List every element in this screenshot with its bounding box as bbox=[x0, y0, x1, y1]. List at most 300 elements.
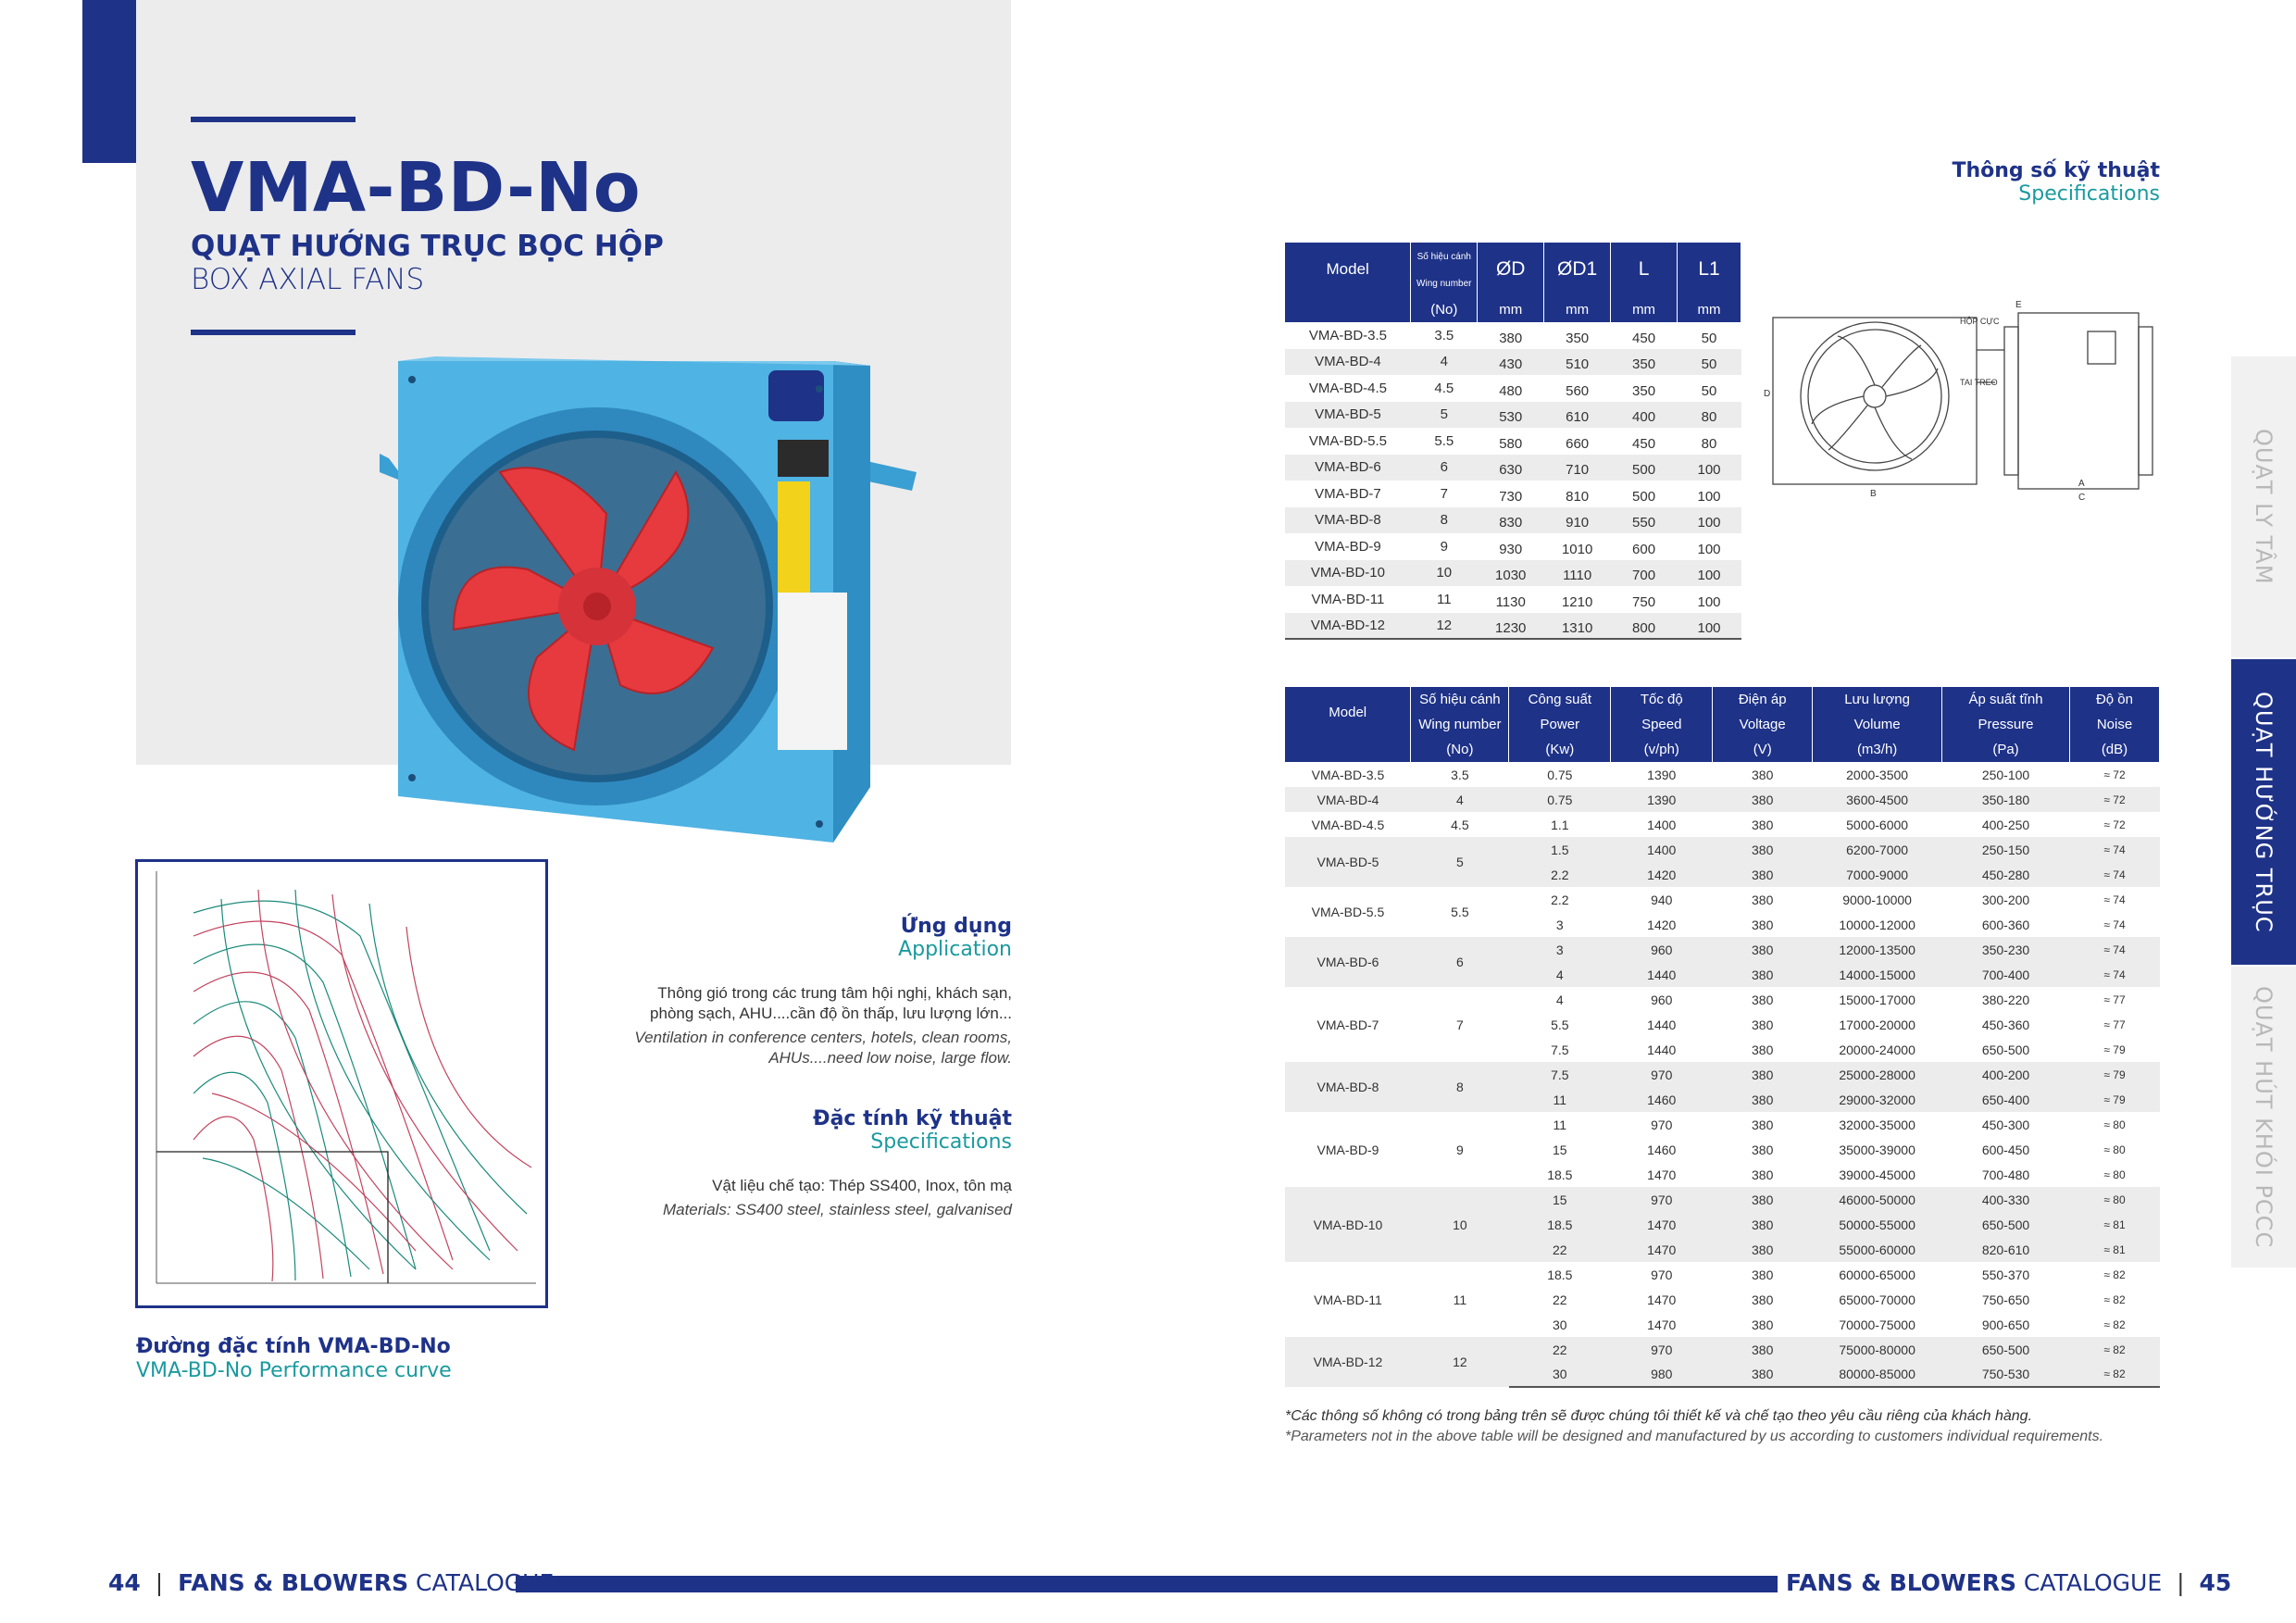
dim-cell: 630 bbox=[1478, 455, 1544, 481]
drawing-label-a: A bbox=[2078, 479, 2085, 489]
dim-header-model-blank bbox=[1285, 296, 1411, 322]
perf-cell: 380 bbox=[1713, 1237, 1813, 1262]
right-specs-heading-en: Specifications bbox=[2018, 182, 2160, 206]
footer-brand-right: FANS & BLOWERS bbox=[1786, 1569, 2016, 1596]
perf-header-en: Power bbox=[1509, 712, 1611, 737]
perf-cell: ≈ 79 bbox=[2069, 1062, 2159, 1087]
perf-cell: 22 bbox=[1553, 1292, 1567, 1307]
perf-cell: 0.75 bbox=[1509, 787, 1611, 812]
perf-cell: 380 bbox=[1713, 837, 1813, 862]
dim-cell: 1310 bbox=[1544, 613, 1611, 640]
perf-cell: 1.1 bbox=[1551, 817, 1569, 832]
perf-cell: 2.2 bbox=[1509, 862, 1611, 887]
corner-accent bbox=[82, 0, 136, 163]
perf-cell: 1420 bbox=[1647, 917, 1677, 932]
perf-cell: 75000-80000 bbox=[1813, 1337, 1942, 1362]
perf-cell-wing: 12 bbox=[1411, 1337, 1509, 1387]
page-number-right: 45 bbox=[2199, 1569, 2232, 1596]
curve-caption-en: VMA-BD-No Performance curve bbox=[136, 1359, 452, 1382]
dim-cell: 710 bbox=[1544, 455, 1611, 481]
dim-cell: 700 bbox=[1611, 560, 1678, 587]
dim-cell: 4 bbox=[1411, 349, 1478, 376]
perf-cell: 380 bbox=[1752, 992, 1774, 1007]
dim-header-wing-unit: (No) bbox=[1411, 296, 1478, 322]
dim-cell: 400 bbox=[1611, 402, 1678, 429]
dim-cell: 560 bbox=[1566, 382, 1590, 399]
dim-cell-model: VMA-BD-3.5 bbox=[1308, 327, 1387, 343]
dim-table-row bbox=[1285, 349, 1741, 376]
perf-cell: ≈ 80 bbox=[2069, 1187, 2159, 1212]
perf-cell: 750-530 bbox=[1942, 1362, 2070, 1387]
perf-cell: 1470 bbox=[1647, 1317, 1677, 1332]
perf-cell: 380 bbox=[1752, 1117, 1774, 1132]
perf-cell: 7000-9000 bbox=[1813, 862, 1942, 887]
perf-cell: ≈ 74 bbox=[2069, 837, 2159, 862]
perf-cell-wing: 6 bbox=[1411, 937, 1509, 987]
perf-cell-model: VMA-BD-10 bbox=[1285, 1187, 1411, 1262]
perf-table-row bbox=[1285, 1112, 2160, 1137]
perf-cell: 1440 bbox=[1611, 962, 1713, 987]
dim-cell: 480 bbox=[1499, 382, 1523, 399]
dim-header-wing-vn: Số hiệu cánh bbox=[1411, 243, 1478, 270]
perf-cell: 980 bbox=[1611, 1362, 1713, 1387]
perf-cell: 32000-35000 bbox=[1839, 1117, 1915, 1132]
perf-cell: ≈ 74 bbox=[2103, 918, 2126, 931]
tab-centrifugal-fans[interactable] bbox=[2231, 356, 2296, 657]
dim-cell: 660 bbox=[1566, 435, 1590, 452]
perf-cell-model: VMA-BD-9 bbox=[1316, 1142, 1379, 1157]
dim-cell-model: VMA-BD-8 bbox=[1285, 507, 1411, 534]
perf-cell: 11 bbox=[1553, 1117, 1567, 1132]
perf-cell: 970 bbox=[1611, 1062, 1713, 1087]
perf-cell: 1400 bbox=[1647, 817, 1677, 832]
perf-cell: 18.5 bbox=[1547, 1167, 1573, 1182]
perf-cell: 5.5 bbox=[1551, 1017, 1569, 1032]
dim-cell: 3.5 bbox=[1434, 327, 1454, 343]
performance-curve-chart bbox=[135, 859, 548, 1308]
perf-header-en: Speed bbox=[1611, 712, 1713, 737]
dim-cell: 600 bbox=[1632, 541, 1656, 557]
perf-header-vn: Tốc độ bbox=[1611, 687, 1713, 712]
dim-cell-model: VMA-BD-9 bbox=[1315, 538, 1381, 555]
tab-label: QUẠT LY TÂM bbox=[2251, 429, 2277, 585]
perf-cell: 30 bbox=[1553, 1317, 1567, 1332]
dim-cell: 1110 bbox=[1544, 560, 1611, 587]
title-rule-bottom bbox=[191, 330, 356, 335]
dim-cell: 530 bbox=[1478, 402, 1544, 429]
dim-cell: 100 bbox=[1678, 455, 1741, 481]
perf-cell: 380 bbox=[1752, 1317, 1774, 1332]
performance-curve-graphic bbox=[138, 862, 545, 1305]
perf-cell: ≈ 80 bbox=[2103, 1142, 2126, 1156]
perf-cell: ≈ 80 bbox=[2103, 1167, 2126, 1181]
dimension-table bbox=[1285, 243, 1741, 640]
perf-cell-wing: 4 bbox=[1411, 787, 1509, 812]
dim-header-wing-en: Wing number bbox=[1411, 270, 1478, 296]
perf-cell: 380 bbox=[1752, 767, 1774, 782]
dim-cell: 730 bbox=[1499, 488, 1523, 505]
perf-cell-model: VMA-BD-12 bbox=[1285, 1337, 1411, 1387]
perf-cell: 400-200 bbox=[1942, 1062, 2070, 1087]
perf-cell: ≈ 72 bbox=[2103, 818, 2126, 831]
perf-cell: 400-250 bbox=[1981, 817, 2030, 832]
dim-cell: 510 bbox=[1544, 349, 1611, 376]
dim-table-row bbox=[1285, 455, 1741, 481]
application-text-en-2: AHUs....need low noise, large flow. bbox=[768, 1049, 1012, 1067]
right-specs-heading-vn: Thông số kỹ thuật bbox=[1952, 159, 2160, 182]
perf-cell: 380 bbox=[1752, 1267, 1774, 1282]
dim-cell: 50 bbox=[1701, 330, 1717, 346]
perf-cell: 400-330 bbox=[1942, 1187, 2070, 1212]
perf-cell: 970 bbox=[1611, 1337, 1713, 1362]
dim-cell: 100 bbox=[1697, 541, 1721, 557]
dim-cell: 1030 bbox=[1478, 560, 1544, 587]
perf-cell: 1470 bbox=[1647, 1167, 1677, 1182]
dim-table-row bbox=[1285, 586, 1741, 613]
dim-cell: 810 bbox=[1566, 488, 1590, 505]
perf-cell: ≈ 79 bbox=[2103, 1042, 2126, 1056]
dim-cell: 450 bbox=[1632, 435, 1656, 452]
perf-cell: 1470 bbox=[1647, 1292, 1677, 1307]
perf-cell: 17000-20000 bbox=[1839, 1017, 1915, 1032]
perf-cell: 80000-85000 bbox=[1813, 1362, 1942, 1387]
perf-cell: 29000-32000 bbox=[1813, 1087, 1942, 1112]
perf-cell: 1460 bbox=[1647, 1142, 1677, 1157]
dim-cell: 430 bbox=[1478, 349, 1544, 376]
dim-cell-model: VMA-BD-7 bbox=[1315, 485, 1381, 502]
perf-cell: ≈ 74 bbox=[2069, 862, 2159, 887]
perf-cell: 450-280 bbox=[1942, 862, 2070, 887]
perf-cell: 900-650 bbox=[1981, 1317, 2030, 1332]
perf-cell: 70000-75000 bbox=[1839, 1317, 1915, 1332]
dim-cell: 550 bbox=[1611, 507, 1678, 534]
dim-cell: 11 bbox=[1437, 591, 1452, 607]
perf-table-row bbox=[1285, 937, 2160, 962]
perf-cell: ≈ 74 bbox=[2069, 962, 2159, 987]
perf-header-model-blank bbox=[1285, 737, 1411, 762]
perf-cell: 22 bbox=[1509, 1337, 1611, 1362]
perf-cell: 46000-50000 bbox=[1813, 1187, 1942, 1212]
page-number-left: 44 bbox=[108, 1569, 141, 1596]
dim-header-l: L bbox=[1611, 243, 1678, 296]
dim-cell-model: VMA-BD-10 bbox=[1285, 560, 1411, 587]
dim-table-row bbox=[1285, 322, 1741, 349]
perf-cell: 18.5 bbox=[1509, 1212, 1611, 1237]
perf-header-unit: (dB) bbox=[2069, 737, 2159, 762]
dim-cell: 12 bbox=[1411, 613, 1478, 640]
perf-cell: 11 bbox=[1509, 1087, 1611, 1112]
perf-table-row bbox=[1285, 787, 2160, 812]
perf-cell: 1470 bbox=[1611, 1212, 1713, 1237]
perf-cell: 15 bbox=[1553, 1142, 1567, 1157]
perf-cell: ≈ 77 bbox=[2103, 993, 2126, 1006]
perf-cell: ≈ 82 bbox=[2103, 1267, 2126, 1281]
perf-cell: 380 bbox=[1752, 917, 1774, 932]
dim-cell: 10 bbox=[1411, 560, 1478, 587]
perf-cell: 380 bbox=[1713, 1187, 1813, 1212]
dim-cell: 800 bbox=[1611, 613, 1678, 640]
perf-cell: 650-400 bbox=[1942, 1087, 2070, 1112]
perf-cell: 600-360 bbox=[1981, 917, 2030, 932]
dim-cell: 5.5 bbox=[1434, 432, 1454, 449]
perf-header-en: Noise bbox=[2069, 712, 2159, 737]
dim-cell: 910 bbox=[1544, 507, 1611, 534]
perf-header-en: Pressure bbox=[1942, 712, 2070, 737]
title-rule-top bbox=[191, 117, 356, 122]
perf-cell: 10000-12000 bbox=[1839, 917, 1915, 932]
perf-cell: 300-200 bbox=[1981, 892, 2030, 907]
perf-cell: ≈ 74 bbox=[2103, 893, 2126, 906]
perf-cell: 940 bbox=[1651, 892, 1673, 907]
dim-cell-model: VMA-BD-12 bbox=[1285, 613, 1411, 640]
perf-cell: 9000-10000 bbox=[1842, 892, 1912, 907]
dim-cell: 500 bbox=[1632, 488, 1656, 505]
perf-cell-model: VMA-BD-6 bbox=[1285, 937, 1411, 987]
dim-cell: 100 bbox=[1697, 488, 1721, 505]
perf-cell: 15 bbox=[1509, 1187, 1611, 1212]
dim-header-model: Model bbox=[1285, 243, 1411, 296]
perf-cell: 35000-39000 bbox=[1839, 1142, 1915, 1157]
perf-cell: 380 bbox=[1752, 1017, 1774, 1032]
footer-brand-left: FANS & BLOWERS bbox=[178, 1569, 409, 1596]
dim-unit-l: mm bbox=[1611, 296, 1678, 322]
perf-cell: 5000-6000 bbox=[1846, 817, 1909, 832]
perf-cell: 450-300 bbox=[1981, 1117, 2030, 1132]
perf-header-en: Volume bbox=[1813, 712, 1942, 737]
perf-cell: 25000-28000 bbox=[1813, 1062, 1942, 1087]
perf-header-unit: (No) bbox=[1411, 737, 1509, 762]
perf-cell: 1420 bbox=[1611, 862, 1713, 887]
dim-cell: 350 bbox=[1566, 330, 1590, 346]
dim-cell: 100 bbox=[1678, 613, 1741, 640]
perf-cell: 1390 bbox=[1647, 767, 1677, 782]
performance-table bbox=[1285, 687, 2160, 1388]
perf-cell: 380 bbox=[1713, 1087, 1813, 1112]
dim-cell: 100 bbox=[1697, 593, 1721, 610]
perf-cell: 1460 bbox=[1611, 1087, 1713, 1112]
perf-cell: 4 bbox=[1555, 992, 1564, 1007]
dim-header-d1: ØD1 bbox=[1544, 243, 1611, 296]
footer-left bbox=[108, 1569, 554, 1596]
perf-cell: 380 bbox=[1713, 937, 1813, 962]
dim-cell-model: VMA-BD-4.5 bbox=[1308, 380, 1387, 396]
perf-cell: 380-220 bbox=[1981, 992, 2030, 1007]
dim-cell: 80 bbox=[1678, 402, 1741, 429]
perf-cell: 3600-4500 bbox=[1813, 787, 1942, 812]
perf-cell: 650-500 bbox=[1942, 1337, 2070, 1362]
perf-header-vn: Độ ồn bbox=[2069, 687, 2159, 712]
dim-cell-model: VMA-BD-6 bbox=[1285, 455, 1411, 481]
dim-header-l1: L1 bbox=[1678, 243, 1741, 296]
perf-cell: 380 bbox=[1752, 1292, 1774, 1307]
perf-cell-model: VMA-BD-5 bbox=[1285, 837, 1411, 887]
curve-caption-vn: Đường đặc tính VMA-BD-No bbox=[136, 1335, 451, 1358]
footer-bar bbox=[516, 1576, 1778, 1592]
perf-cell: 970 bbox=[1651, 1267, 1673, 1282]
perf-cell: 380 bbox=[1713, 1362, 1813, 1387]
perf-cell: 6200-7000 bbox=[1813, 837, 1942, 862]
perf-cell-model: VMA-BD-3.5 bbox=[1311, 767, 1385, 782]
perf-cell: 1.5 bbox=[1509, 837, 1611, 862]
perf-cell: 250-100 bbox=[1981, 767, 2030, 782]
perf-cell: 960 bbox=[1651, 992, 1673, 1007]
perf-cell: 380 bbox=[1713, 1337, 1813, 1362]
perf-cell: 1390 bbox=[1611, 787, 1713, 812]
perf-table-row bbox=[1285, 762, 2160, 787]
perf-cell-model: VMA-BD-7 bbox=[1316, 1017, 1379, 1032]
perf-cell: 700-480 bbox=[1981, 1167, 2030, 1182]
perf-cell: 15000-17000 bbox=[1839, 992, 1915, 1007]
perf-cell: ≈ 81 bbox=[2069, 1212, 2159, 1237]
perf-table-row bbox=[1285, 987, 2160, 1012]
perf-cell: 4 bbox=[1509, 962, 1611, 987]
perf-header-vn: Công suất bbox=[1509, 687, 1611, 712]
perf-cell: 3 bbox=[1509, 937, 1611, 962]
perf-cell-wing: 8 bbox=[1411, 1062, 1509, 1112]
perf-cell: 550-370 bbox=[1981, 1267, 2030, 1282]
tab-smoke-exhaust-fans[interactable] bbox=[2231, 967, 2296, 1267]
perf-cell: 380 bbox=[1713, 862, 1813, 887]
perf-cell: 750-650 bbox=[1981, 1292, 2030, 1307]
perf-header-vn: Số hiệu cánh bbox=[1411, 687, 1509, 712]
perf-cell: 820-610 bbox=[1942, 1237, 2070, 1262]
page-title: VMA-BD-No bbox=[191, 148, 642, 228]
perf-header-en: Wing number bbox=[1411, 712, 1509, 737]
perf-cell: 2.2 bbox=[1551, 892, 1569, 907]
dim-header-d: ØD bbox=[1478, 243, 1544, 296]
perf-cell: 250-150 bbox=[1942, 837, 2070, 862]
perf-header-model: Model bbox=[1285, 687, 1411, 737]
dim-table-row bbox=[1285, 481, 1741, 507]
dim-cell: 350 bbox=[1632, 382, 1656, 399]
perf-cell-wing: 7 bbox=[1455, 1017, 1464, 1032]
dim-cell: 930 bbox=[1499, 541, 1523, 557]
perf-cell: 700-400 bbox=[1942, 962, 2070, 987]
perf-table-row bbox=[1285, 1262, 2160, 1287]
perf-header-en: Voltage bbox=[1713, 712, 1813, 737]
subtitle-en: BOX AXIAL FANS bbox=[191, 263, 425, 296]
perf-cell: 7.5 bbox=[1509, 1062, 1611, 1087]
perf-cell: 960 bbox=[1611, 937, 1713, 962]
perf-cell: 60000-65000 bbox=[1839, 1267, 1915, 1282]
perf-cell-wing: 10 bbox=[1411, 1187, 1509, 1262]
dim-table-row bbox=[1285, 560, 1741, 587]
perf-cell: 55000-60000 bbox=[1813, 1237, 1942, 1262]
dim-cell: 5 bbox=[1411, 402, 1478, 429]
dim-table-row bbox=[1285, 402, 1741, 429]
perf-cell: ≈ 77 bbox=[2103, 1017, 2126, 1031]
perf-cell: 600-450 bbox=[1981, 1142, 2030, 1157]
dim-table-row bbox=[1285, 507, 1741, 534]
footer-catalogue-left: CATALOGUE bbox=[416, 1569, 555, 1596]
dim-cell: 830 bbox=[1478, 507, 1544, 534]
perf-cell: 350-230 bbox=[1942, 937, 2070, 962]
dim-cell: 1010 bbox=[1561, 541, 1593, 557]
perf-cell-wing: 5.5 bbox=[1451, 905, 1469, 919]
perf-cell: 380 bbox=[1752, 1167, 1774, 1182]
perf-cell: 380 bbox=[1752, 1042, 1774, 1057]
application-heading-en: Application bbox=[898, 938, 1012, 961]
perf-table-row bbox=[1285, 837, 2160, 862]
dim-cell: 350 bbox=[1611, 349, 1678, 376]
footnote-vn: *Các thông số không có trong bảng trên sẽ được chúng tôi thiết kế và chế tạo theo yêu cầu riêng của khách hàng. bbox=[1285, 1408, 2033, 1424]
perf-cell: ≈ 82 bbox=[2069, 1362, 2159, 1387]
perf-header-unit: (m3/h) bbox=[1813, 737, 1942, 762]
drawing-label-b: B bbox=[1870, 489, 1877, 499]
perf-cell: 380 bbox=[1752, 892, 1774, 907]
footer-sep-right: | bbox=[2177, 1569, 2185, 1596]
perf-cell: ≈ 82 bbox=[2103, 1292, 2126, 1306]
dim-cell: 50 bbox=[1678, 349, 1741, 376]
drawing-label-c: C bbox=[2078, 493, 2086, 503]
dim-cell: 100 bbox=[1678, 507, 1741, 534]
perf-cell: ≈ 82 bbox=[2069, 1337, 2159, 1362]
dim-cell: 4.5 bbox=[1434, 380, 1454, 396]
application-text-vn-1: Thông gió trong các trung tâm hội nghị, khách sạn, bbox=[657, 984, 1012, 1002]
perf-header-unit: (v/ph) bbox=[1611, 737, 1713, 762]
dim-cell-model: VMA-BD-5 bbox=[1285, 402, 1411, 429]
perf-header-vn: Áp suất tĩnh bbox=[1942, 687, 2070, 712]
dim-cell: 8 bbox=[1411, 507, 1478, 534]
dim-cell: 380 bbox=[1499, 330, 1523, 346]
tab-label: QUẠT HƯỚNG TRỤC bbox=[2251, 691, 2277, 933]
perf-cell: ≈ 80 bbox=[2103, 1117, 2126, 1131]
perf-cell-wing: 11 bbox=[1453, 1292, 1467, 1307]
perf-cell: 380 bbox=[1713, 787, 1813, 812]
footer-sep-left: | bbox=[155, 1569, 164, 1596]
perf-cell: 12000-13500 bbox=[1813, 937, 1942, 962]
tab-label: QUẠT HÚT KHÓI PCCC bbox=[2251, 985, 2277, 1249]
perf-cell-model: VMA-BD-5.5 bbox=[1311, 905, 1385, 919]
dim-cell: 1210 bbox=[1561, 593, 1593, 610]
perf-cell: 50000-55000 bbox=[1813, 1212, 1942, 1237]
dim-table-row bbox=[1285, 375, 1741, 402]
perf-cell: 1470 bbox=[1611, 1237, 1713, 1262]
perf-cell: 65000-70000 bbox=[1839, 1292, 1915, 1307]
perf-cell-model: VMA-BD-11 bbox=[1314, 1292, 1382, 1307]
perf-cell: ≈ 82 bbox=[2103, 1317, 2126, 1331]
material-text-en: Materials: SS400 steel, stainless steel, galvanised bbox=[662, 1201, 1012, 1218]
perf-table-row bbox=[1285, 812, 2160, 837]
dim-unit-l1: mm bbox=[1678, 296, 1741, 322]
perf-cell: 18.5 bbox=[1547, 1267, 1573, 1282]
dim-cell: 610 bbox=[1544, 402, 1611, 429]
dim-table-row bbox=[1285, 428, 1741, 455]
perf-cell: 450-360 bbox=[1981, 1017, 2030, 1032]
dim-cell: 50 bbox=[1701, 382, 1717, 399]
perf-cell-wing: 5 bbox=[1411, 837, 1509, 887]
perf-cell: 350-180 bbox=[1942, 787, 2070, 812]
perf-cell: 380 bbox=[1713, 1212, 1813, 1237]
perf-cell: ≈ 81 bbox=[2069, 1237, 2159, 1262]
perf-cell: 30 bbox=[1509, 1362, 1611, 1387]
dim-cell: 6 bbox=[1411, 455, 1478, 481]
tab-axial-fans[interactable] bbox=[2231, 659, 2296, 965]
perf-cell: 39000-45000 bbox=[1839, 1167, 1915, 1182]
technical-drawing bbox=[1764, 294, 2162, 507]
dim-cell: 500 bbox=[1611, 455, 1678, 481]
perf-cell-wing: 4.5 bbox=[1451, 817, 1469, 832]
perf-cell: 3 bbox=[1555, 917, 1564, 932]
footer-catalogue-right: CATALOGUE bbox=[2023, 1569, 2163, 1596]
perf-table-row bbox=[1285, 1337, 2160, 1362]
perf-cell: 970 bbox=[1611, 1187, 1713, 1212]
dim-cell-model: VMA-BD-4 bbox=[1285, 349, 1411, 376]
perf-cell: 380 bbox=[1752, 1142, 1774, 1157]
perf-cell: ≈ 79 bbox=[2069, 1087, 2159, 1112]
perf-header-unit: (Pa) bbox=[1942, 737, 2070, 762]
drawing-label-tai: TAI TREO bbox=[1960, 378, 1998, 387]
